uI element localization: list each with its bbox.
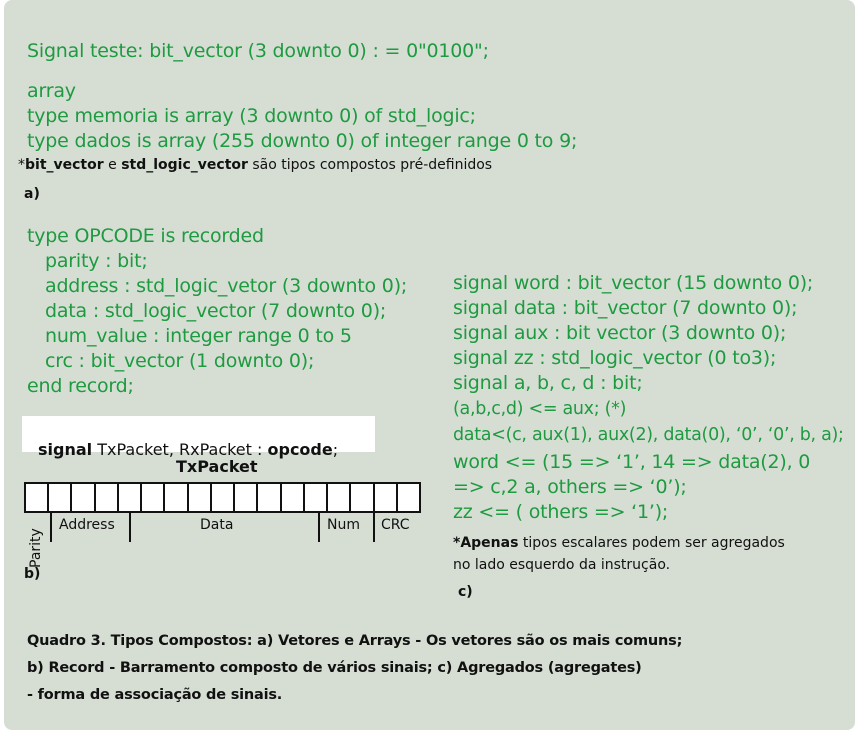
record-line: num_value : integer range 0 to 5 (45, 325, 352, 347)
field-crc: CRC (381, 517, 410, 533)
aggregate-code-line: signal data : bit_vector (7 downto 0); (453, 297, 798, 319)
aggregate-code-line: (a,b,c,d) <= aux; (*) (453, 399, 627, 419)
footnote-c-continued: no lado esquerdo da instrução. (453, 557, 671, 573)
array-heading: array (27, 80, 76, 102)
caption-line: Quadro 3. Tipos Compostos: a) Vetores e Arrays - Os vetores são os mais comuns; (27, 633, 683, 649)
field-separator (373, 512, 375, 542)
footnote-c: *Apenas tipos escalares podem ser agregados (453, 535, 785, 551)
record-line: type OPCODE is recorded (27, 225, 264, 247)
bus-bit-cell (26, 484, 49, 511)
bus-title: TxPacket (176, 457, 258, 476)
bus-bit-cell (96, 484, 119, 511)
field-address: Address (59, 517, 115, 533)
array-type-dados: type dados is array (255 downto 0) of integer range 0 to 9; (27, 130, 578, 152)
field-separator (318, 512, 320, 542)
record-line: crc : bit_vector (1 downto 0); (45, 350, 315, 372)
field-parity: Parity (28, 528, 44, 568)
field-separator (129, 512, 131, 542)
bus-bit-cell (142, 484, 165, 511)
bus-bit-cell (189, 484, 212, 511)
record-line: data : std_logic_vector (7 downto 0); (45, 300, 387, 322)
label-c: c) (458, 584, 473, 600)
bus-bit-cell (235, 484, 258, 511)
aggregate-code-line: word <= (15 => ‘1’, 14 => data(2), 0 (453, 451, 811, 473)
aggregate-code-line: data<(c, aux(1), aux(2), data(0), ‘0’, ‘0’, b, a); (453, 425, 844, 445)
bus-bit-cell (212, 484, 235, 511)
bus-bit-cell (351, 484, 374, 511)
field-num: Num (327, 517, 360, 533)
bus-bit-cell (398, 484, 419, 511)
bus-bit-cell (119, 484, 142, 511)
txpacket-bus-diagram (24, 482, 421, 513)
aggregate-code-line: signal word : bit_vector (15 downto 0); (453, 272, 814, 294)
aggregate-code-line: => c,2 a, others => ‘0’); (453, 476, 687, 498)
aggregate-code-line: signal zz : std_logic_vector (0 to3); (453, 347, 777, 369)
bus-bit-cell (282, 484, 305, 511)
bus-bit-cell (305, 484, 328, 511)
bus-bit-cell (258, 484, 281, 511)
record-line: end record; (27, 375, 134, 397)
bus-bit-cell (49, 484, 72, 511)
aggregate-code-line: zz <= ( others => ‘1’); (453, 501, 669, 523)
caption-line: b) Record - Barramento composto de vários sinais; c) Agregados (agregates) (27, 660, 642, 676)
bus-bit-cell (72, 484, 95, 511)
label-b: b) (24, 566, 41, 582)
aggregate-code-line: signal aux : bit vector (3 downto 0); (453, 322, 787, 344)
caption-line: - forma de associação de sinais. (27, 687, 283, 703)
array-type-memoria: type memoria is array (3 downto 0) of std_logic; (27, 105, 476, 127)
record-line: parity : bit; (45, 250, 148, 272)
label-a: a) (24, 186, 40, 202)
field-separator (50, 512, 52, 542)
field-data: Data (200, 517, 234, 533)
record-line: address : std_logic_vetor (3 downto 0); (45, 275, 408, 297)
bus-bit-cell (165, 484, 188, 511)
bus-bit-cell (375, 484, 398, 511)
signal-txpacket-declaration: signal TxPacket, RxPacket : opcode; (38, 440, 339, 459)
footnote-a: *bit_vector e std_logic_vector são tipos compostos pré-definidos (18, 157, 493, 173)
aggregate-code-line: signal a, b, c, d : bit; (453, 372, 643, 394)
signal-declaration: Signal teste: bit_vector (3 downto 0) : = 0"0100"; (27, 40, 489, 62)
bus-bit-cell (328, 484, 351, 511)
